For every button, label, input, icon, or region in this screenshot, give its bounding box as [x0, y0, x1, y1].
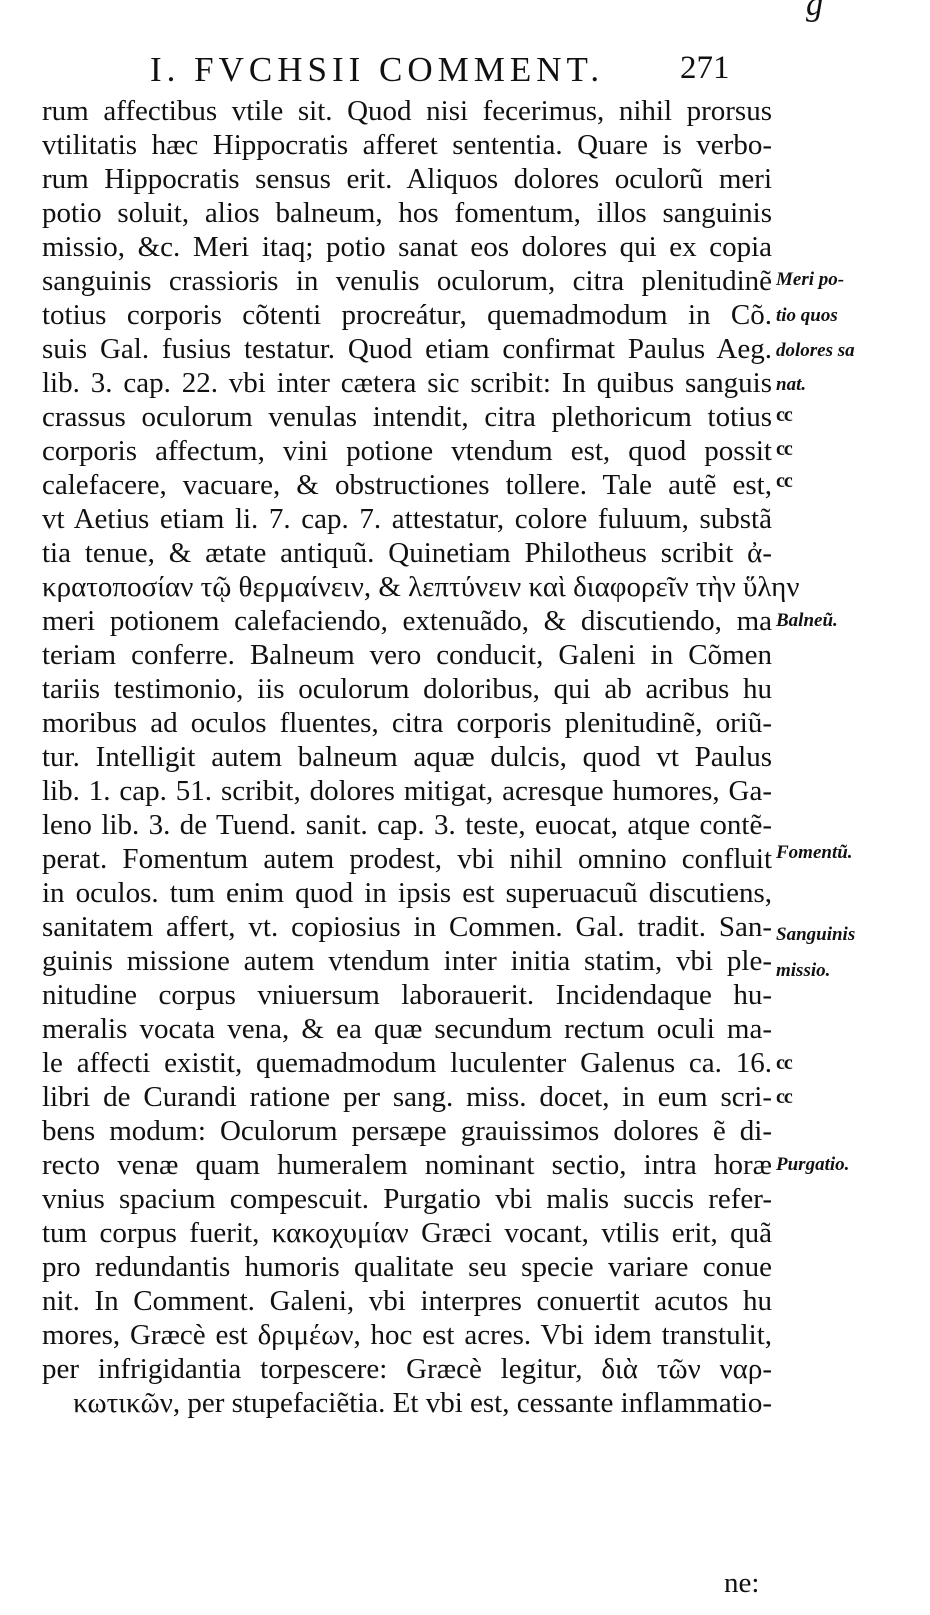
quote-mark: cc — [776, 1052, 792, 1074]
text-line: tum corpus fuerit, κακοχυμίαν Græci vocant, vtilis erit, quã — [42, 1217, 772, 1249]
running-head — [150, 50, 790, 90]
quote-mark: cc — [776, 404, 792, 426]
quote-mark: cc — [776, 1086, 792, 1108]
text-line: tia tenue, & ætate antiquũ. Quinetiam Philotheus scribit ἀ- — [42, 537, 772, 569]
corner-mark: g — [806, 0, 823, 23]
text-line: mores, Græcè est δριμέων, hoc est acres. Vbi idem transtulit, — [42, 1319, 772, 1351]
margin-note-sanguinis-1: Sanguinis — [776, 924, 856, 945]
text-line: sanitatem affert, vt. copiosius in Commen. Gal. tradit. San- — [42, 911, 772, 943]
quote-mark: cc — [776, 470, 792, 492]
text-line: rum affectibus vtile sit. Quod nisi fecerimus, nihil prorsus — [42, 95, 772, 127]
margin-note-purgatio: Purgatio. — [776, 1154, 850, 1175]
catchword: ne: — [724, 1567, 760, 1599]
text-line: lib. 1. cap. 51. scribit, dolores mitigat, acresque humores, Ga- — [42, 775, 772, 807]
text-line: nit. In Comment. Galeni, vbi interpres conuertit acutos hu — [42, 1285, 772, 1317]
text-line: recto venæ quam humeralem nominant sectio, intra horæ — [42, 1149, 772, 1181]
text-line: suis Gal. fusius testatur. Quod etiam confirmat Paulus Aeg. — [42, 333, 772, 365]
margin-note-sanguinis-2: missio. — [776, 960, 831, 981]
text-line: vnius spacium compescuit. Purgatio vbi malis succis refer- — [42, 1183, 772, 1215]
margin-note-fomentum: Fomentũ. — [776, 842, 853, 863]
text-line: tur. Intelligit autem balneum aquæ dulcis, quod vt Paulus — [42, 741, 772, 773]
text-line: potio soluit, alios balneum, hos fomentum, illos sanguinis — [42, 197, 772, 229]
text-line: libri de Curandi ratione per sang. miss. docet, in eum scri- — [42, 1081, 772, 1113]
text-line: leno lib. 3. de Tuend. sanit. cap. 3. teste, euocat, atque contẽ- — [42, 809, 772, 841]
text-line: perat. Fomentum autem prodest, vbi nihil omnino confluit — [42, 843, 772, 875]
margin-note-balneum: Balneũ. — [776, 610, 838, 631]
margin-note-meri-1: Meri po- — [776, 269, 845, 290]
text-line: corporis affectum, vini potione vtendum est, quod possit — [42, 435, 772, 467]
text-line: missio, &c. Meri itaq; potio sanat eos dolores qui ex copia — [42, 231, 772, 263]
margin-note-meri-4: nat. — [776, 374, 807, 395]
text-line: moribus ad oculos fluentes, citra corporis plenitudinẽ, oriũ- — [42, 707, 772, 739]
greek-line: κρατοποσίαν τῷ θερμαίνειν, & λεπτύνειν καὶ διαφορεῖν τὴν ὕλην — [42, 571, 800, 603]
text-line: meri potionem calefaciendo, extenuãdo, & discutiendo, ma — [42, 605, 772, 637]
text-line: sanguinis crassioris in venulis oculorum, citra plenitudinẽ — [42, 265, 772, 297]
text-line: pro redundantis humoris qualitate seu specie variare conue — [42, 1251, 772, 1283]
text-line: per infrigidantia torpescere: Græcè legitur, διὰ τῶν ναρ- — [42, 1353, 772, 1385]
text-line: κωτικῶν, per stupefaciẽtia. Et vbi est, cessante inflammatio- — [73, 1387, 772, 1419]
text-line: lib. 3. cap. 22. vbi inter cætera sic scribit: In quibus sanguis — [42, 367, 772, 399]
text-line: totius corporis cõtenti procreátur, quemadmodum in Cõ. — [42, 299, 772, 331]
text-line: bens modum: Oculorum persæpe grauissimos dolores ẽ di- — [42, 1115, 772, 1147]
margin-note-meri-3: dolores sa — [776, 340, 855, 361]
text-line: in oculos. tum enim quod in ipsis est superuacuũ discutiens, — [42, 877, 772, 909]
text-line: le affecti existit, quemadmodum luculenter Galenus ca. 16. — [42, 1047, 772, 1079]
quote-mark: cc — [776, 438, 792, 460]
text-line: guinis missione autem vtendum inter initia statim, vbi ple- — [42, 945, 772, 977]
text-line: tariis testimonio, iis oculorum doloribus, qui ab acribus hu — [42, 673, 772, 705]
text-line: teriam conferre. Balneum vero conducit, Galeni in Cõmen — [42, 639, 772, 671]
text-line: vtilitatis hæc Hippocratis afferet sententia. Quare is verbo- — [42, 129, 772, 161]
text-line: nitudine corpus vniuersum laborauerit. Incidendaque hu- — [42, 979, 772, 1011]
text-line: meralis vocata vena, & ea quæ secundum rectum oculi ma- — [42, 1013, 772, 1045]
body-text — [42, 94, 800, 1420]
margin-note-meri-2: tio quos — [776, 305, 838, 326]
page-number: 271 — [680, 50, 730, 86]
text-line: crassus oculorum venulas intendit, citra plethoricum totius — [42, 401, 772, 433]
text-line: vt Aetius etiam li. 7. cap. 7. attestatur, colore fuluum, substã — [42, 503, 772, 535]
text-line: rum Hippocratis sensus erit. Aliquos dolores oculorũ meri — [42, 163, 772, 195]
text-line: calefacere, vacuare, & obstructiones tollere. Tale autẽ est, — [42, 469, 772, 501]
running-title: I. FVCHSII COMMENT. — [150, 50, 605, 89]
